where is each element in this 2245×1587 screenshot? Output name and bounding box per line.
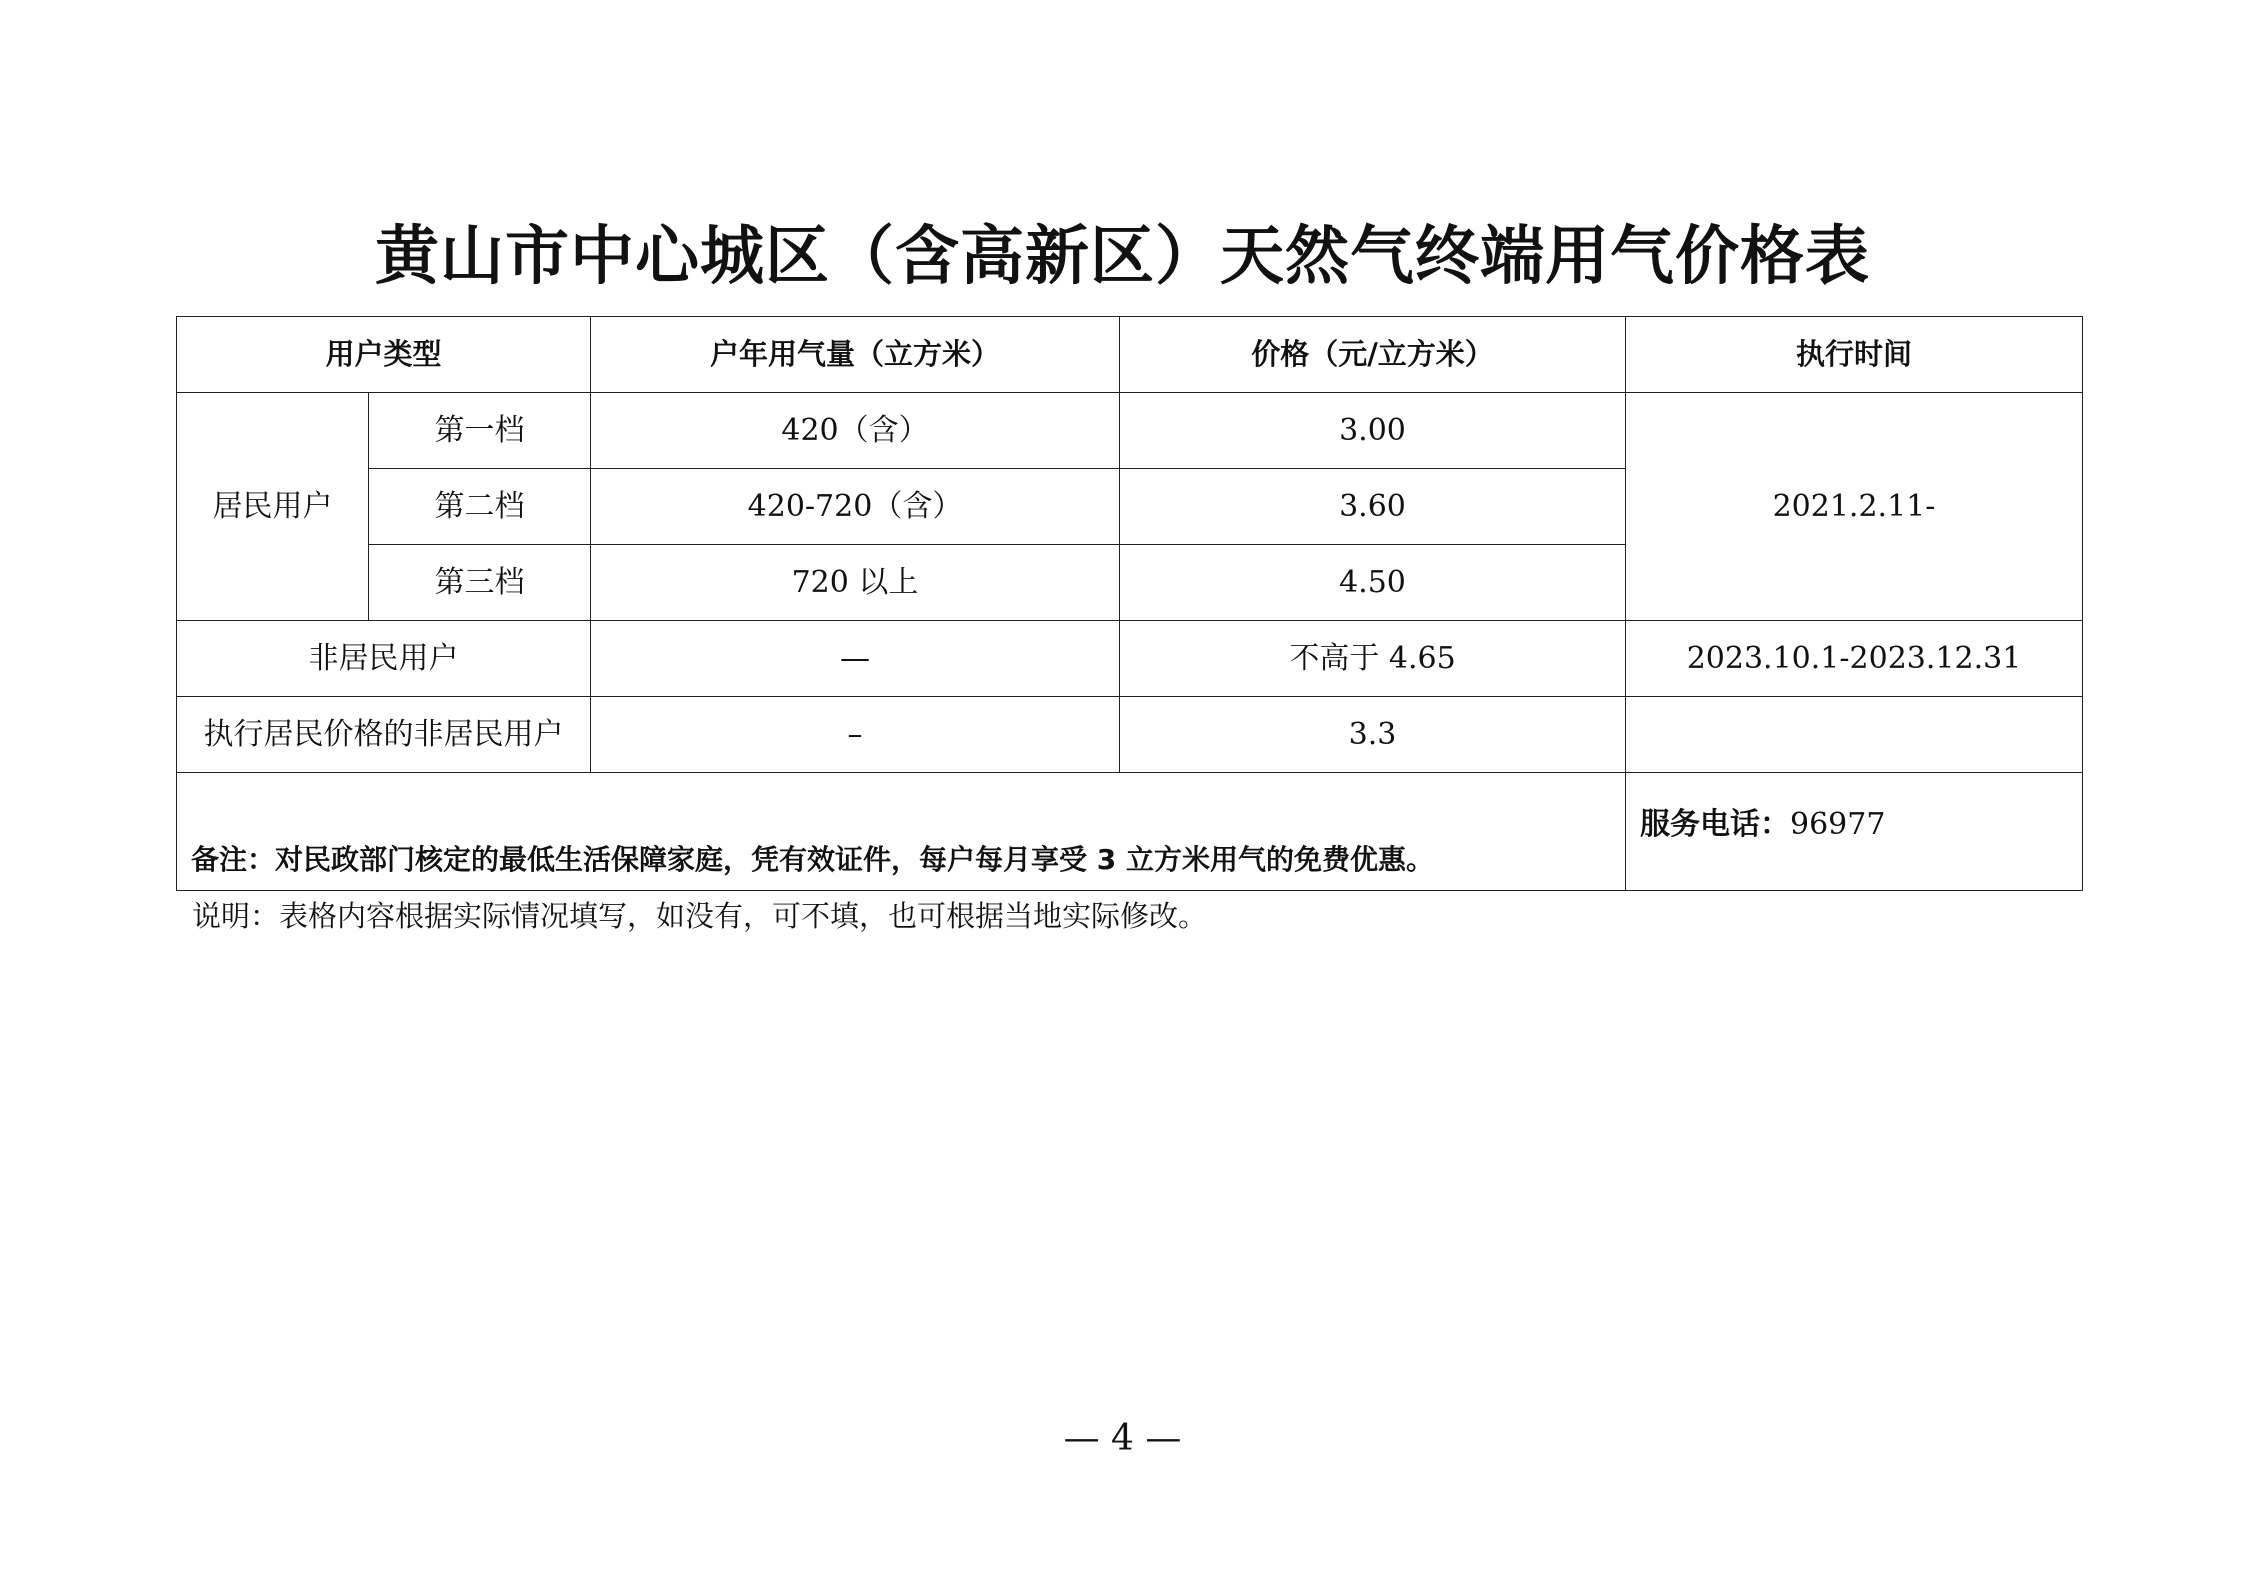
note-row [177, 773, 2083, 891]
phone-number: 96977 [1790, 807, 1886, 842]
tier-name: 第三档 [369, 545, 591, 621]
tier-price: 4.50 [1120, 545, 1626, 621]
residential-time: 2021.2.11- [1626, 393, 2083, 621]
gas-price-table [176, 316, 2083, 891]
non-residential-volume: — [591, 621, 1120, 697]
table-row [177, 621, 2083, 697]
page-number: — 4 — [1063, 1418, 1182, 1459]
header-user-type: 用户类型 [177, 317, 591, 393]
non-residential-time: 2023.10.1-2023.12.31 [1626, 621, 2083, 697]
table-header-row [177, 317, 2083, 393]
explanation-text: 说明：表格内容根据实际情况填写，如没有，可不填，也可根据当地实际修改。 [192, 899, 1208, 933]
table-row [177, 697, 2083, 773]
non-residential-price: 不高于 4.65 [1120, 621, 1626, 697]
residential-label: 居民用户 [177, 393, 369, 621]
page-title: 黄山市中心城区（含高新区）天然气终端用气价格表 [375, 219, 1870, 294]
resident-price-nonresident-label: 执行居民价格的非居民用户 [177, 697, 591, 773]
phone-label: 服务电话： [1640, 807, 1790, 842]
non-residential-label: 非居民用户 [177, 621, 591, 697]
header-annual-volume: 户年用气量（立方米） [591, 317, 1120, 393]
note-text: 备注：对民政部门核定的最低生活保障家庭，凭有效证件，每户每月享受 3 立方米用气的免费优惠。 [191, 843, 1434, 876]
phone-cell [1626, 773, 2083, 891]
header-price: 价格（元/立方米） [1120, 317, 1626, 393]
tier-volume: 420-720（含） [591, 469, 1120, 545]
resident-price-nonresident-price: 3.3 [1120, 697, 1626, 773]
tier-volume: 420（含） [591, 393, 1120, 469]
header-effective-time: 执行时间 [1626, 317, 2083, 393]
tier-price: 3.00 [1120, 393, 1626, 469]
tier-volume: 720 以上 [591, 545, 1120, 621]
note-cell [177, 773, 1626, 891]
tier-name: 第一档 [369, 393, 591, 469]
table-row [177, 393, 2083, 469]
resident-price-nonresident-volume: – [591, 697, 1120, 773]
tier-price: 3.60 [1120, 469, 1626, 545]
resident-price-nonresident-time [1626, 697, 2083, 773]
tier-name: 第二档 [369, 469, 591, 545]
